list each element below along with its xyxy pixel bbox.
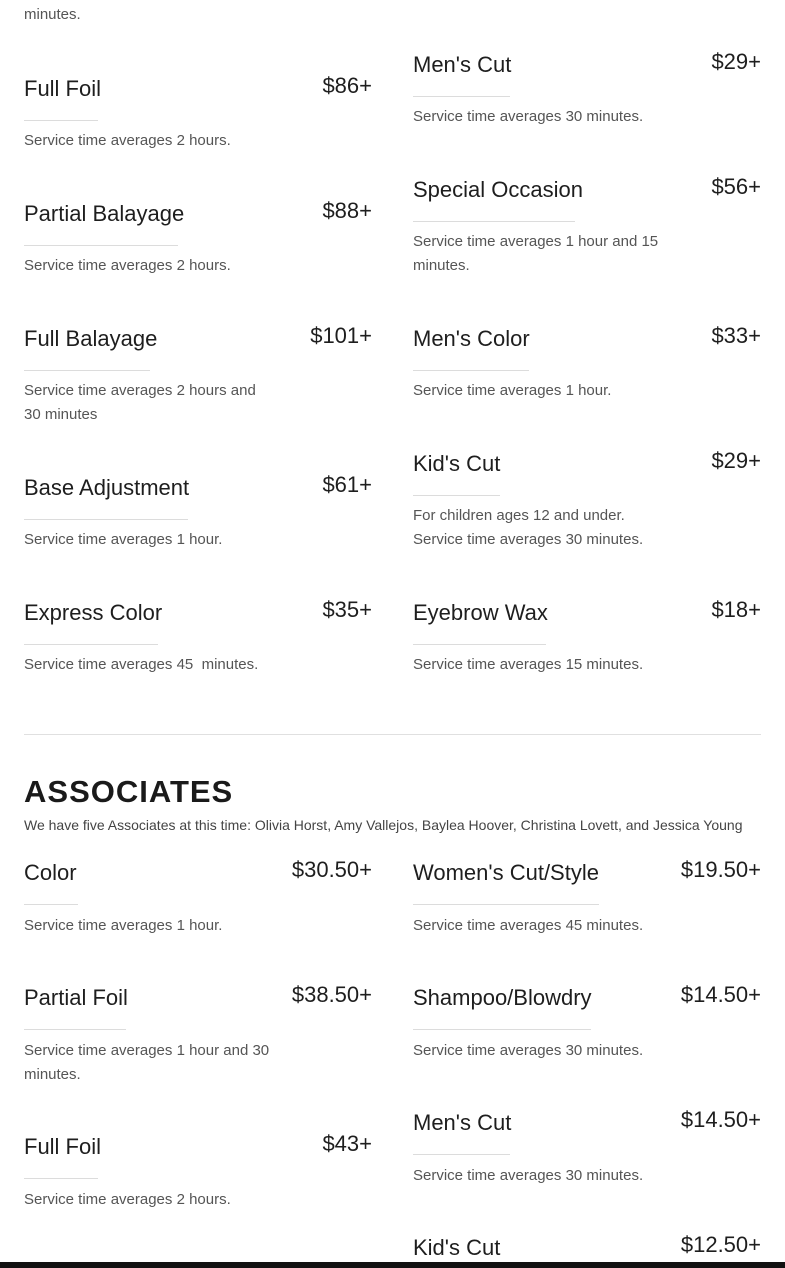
service-description: Service time averages 15 minutes. <box>413 656 644 673</box>
title-underline <box>413 904 599 905</box>
service-title: Base Adjustment <box>24 475 190 500</box>
section-divider <box>24 734 761 735</box>
service-title: Color <box>24 860 77 885</box>
service-description: Service time averages 1 hour. <box>24 917 223 934</box>
service-title: Shampoo/Blowdry <box>413 985 592 1010</box>
service-description: Service time averages 30 minutes. <box>413 1042 644 1059</box>
service-price: $86+ <box>322 73 372 98</box>
service-title: Express Color <box>24 600 163 625</box>
service-price: $30.50+ <box>291 857 372 882</box>
title-underline <box>413 221 575 222</box>
service-price: $61+ <box>322 472 372 497</box>
service-description: Service time averages 1 hour and 30 minutes. <box>24 1042 270 1083</box>
service-title: Full Foil <box>24 1134 102 1159</box>
top-fragment-text: minutes. <box>24 6 81 23</box>
title-underline <box>24 1178 98 1179</box>
service-title: Eyebrow Wax <box>413 600 548 625</box>
service-price: $14.50+ <box>680 1107 761 1132</box>
service-price: $56+ <box>711 174 761 199</box>
title-underline <box>24 1029 126 1030</box>
service-price: $12.50+ <box>680 1232 761 1257</box>
service-price: $43+ <box>322 1131 372 1156</box>
service-title: Special Occasion <box>413 177 583 202</box>
service-price: $19.50+ <box>680 857 761 882</box>
service-title: Full Foil <box>24 76 102 101</box>
title-underline <box>24 644 158 645</box>
service-price: $35+ <box>322 597 372 622</box>
service-description: Service time averages 2 hours. <box>24 257 231 274</box>
service-description: Service time averages 1 hour and 15 minutes. <box>413 233 659 274</box>
title-underline <box>413 370 529 371</box>
service-price: $88+ <box>322 198 372 223</box>
service-description: Service time averages 1 hour. <box>413 382 612 399</box>
associates-subtitle: We have five Associates at this time: Olivia Horst, Amy Vallejos, Baylea Hoover, Christina Lovett, and Jessica Young <box>24 817 743 833</box>
title-underline <box>413 96 510 97</box>
title-underline <box>413 495 500 496</box>
title-underline <box>24 120 98 121</box>
service-title: Partial Foil <box>24 985 128 1010</box>
title-underline <box>24 370 150 371</box>
service-description: Service time averages 2 hours. <box>24 132 231 149</box>
service-title: Men's Cut <box>413 52 512 77</box>
service-title: Women's Cut/Style <box>413 860 599 885</box>
service-price: $29+ <box>711 49 761 74</box>
service-description: Service time averages 1 hour. <box>24 531 223 548</box>
service-title: Men's Color <box>413 326 530 351</box>
title-underline <box>413 644 546 645</box>
title-underline <box>24 519 188 520</box>
service-price: $101+ <box>310 323 372 348</box>
service-price: $14.50+ <box>680 982 761 1007</box>
service-price: $33+ <box>711 323 761 348</box>
title-underline <box>413 1029 591 1030</box>
service-description: Service time averages 30 minutes. <box>413 1167 644 1184</box>
associates-heading: ASSOCIATES <box>24 774 234 809</box>
service-description: For children ages 12 and under. Service time averages 30 minutes. <box>413 507 644 548</box>
service-description: Service time averages 30 minutes. <box>413 108 644 125</box>
service-description: Service time averages 2 hours and 30 minutes <box>24 382 256 423</box>
service-title: Full Balayage <box>24 326 158 351</box>
service-price: $38.50+ <box>291 982 372 1007</box>
title-underline <box>24 245 178 246</box>
title-underline <box>24 904 78 905</box>
service-title: Partial Balayage <box>24 201 185 226</box>
service-description: Service time averages 45 minutes. <box>413 917 644 934</box>
service-title: Men's Cut <box>413 1110 512 1135</box>
service-description: Service time averages 2 hours. <box>24 1191 231 1208</box>
service-description: Service time averages 45 minutes. <box>24 656 259 673</box>
service-title: Kid's Cut <box>413 451 501 476</box>
service-price: $29+ <box>711 448 761 473</box>
service-title: Kid's Cut <box>413 1235 501 1260</box>
bottom-bar <box>0 1262 785 1268</box>
service-price: $18+ <box>711 597 761 622</box>
title-underline <box>413 1154 510 1155</box>
